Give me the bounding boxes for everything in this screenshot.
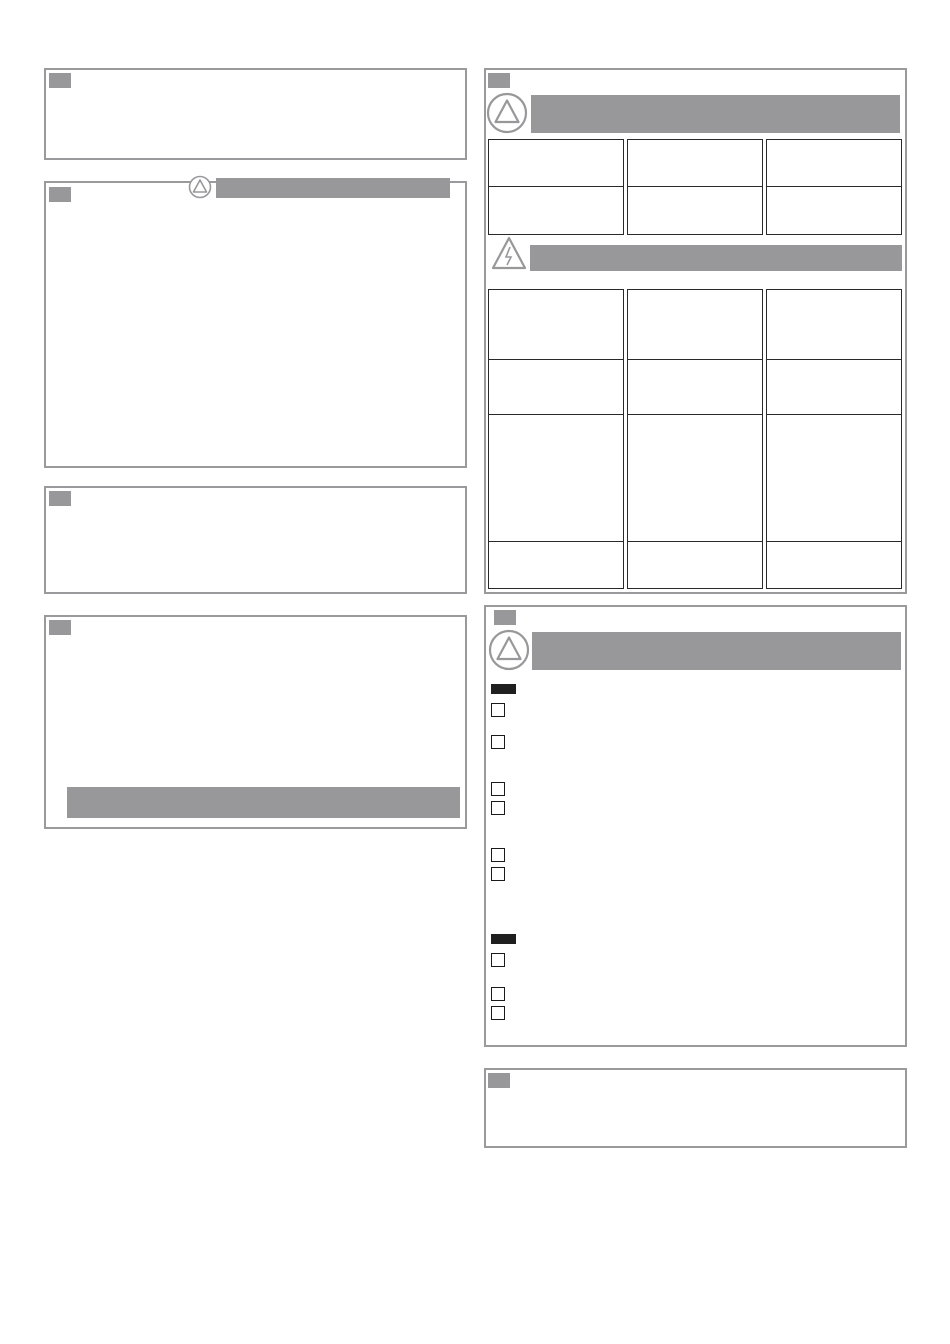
checklist-panel: [484, 605, 907, 1047]
group-marker: [491, 684, 516, 694]
checkbox[interactable]: [491, 703, 505, 717]
checkbox[interactable]: [491, 1006, 505, 1020]
table-cell: [488, 359, 624, 415]
table-cell: [627, 359, 763, 415]
attention-icon: [486, 92, 528, 134]
table-cell: [488, 186, 624, 235]
checkbox[interactable]: [491, 782, 505, 796]
section-number-tag: [494, 610, 516, 625]
table-cell: [766, 359, 902, 415]
checkbox[interactable]: [491, 953, 505, 967]
table-cell: [627, 186, 763, 235]
electric-shock-icon: [491, 236, 527, 270]
table-cell: [766, 139, 902, 187]
attention-icon: [488, 629, 530, 671]
warning-banner: [216, 178, 450, 198]
section-box-3: [44, 486, 467, 594]
section-number-tag: [49, 491, 71, 506]
checkbox[interactable]: [491, 848, 505, 862]
section-number-tag: [488, 1073, 510, 1088]
table-cell: [488, 414, 624, 542]
section-box-2: [44, 181, 467, 468]
table-cell: [766, 541, 902, 589]
table-cell: [627, 139, 763, 187]
table-cell: [488, 139, 624, 187]
table-cell: [766, 186, 902, 235]
checkbox[interactable]: [491, 801, 505, 815]
section-box-last: [484, 1068, 907, 1148]
table-cell: [627, 414, 763, 542]
section-number-tag: [49, 620, 71, 635]
attention-icon: [188, 175, 212, 199]
table-cell: [488, 541, 624, 589]
attention-banner: [531, 95, 900, 133]
table-cell: [766, 289, 902, 360]
checkbox[interactable]: [491, 735, 505, 749]
table-cell: [627, 541, 763, 589]
table-cell: [488, 289, 624, 360]
section-number-tag: [49, 187, 71, 202]
highlight-bar: [67, 787, 460, 818]
electric-shock-banner: [530, 245, 902, 271]
checkbox[interactable]: [491, 987, 505, 1001]
table-cell: [766, 414, 902, 542]
checkbox[interactable]: [491, 867, 505, 881]
table-cell: [627, 289, 763, 360]
section-number-tag: [49, 73, 71, 88]
section-number-tag: [488, 73, 510, 88]
group-marker: [491, 934, 516, 944]
section-box-4: [44, 615, 467, 829]
section-box-1: [44, 68, 467, 160]
attention-banner: [532, 632, 901, 670]
